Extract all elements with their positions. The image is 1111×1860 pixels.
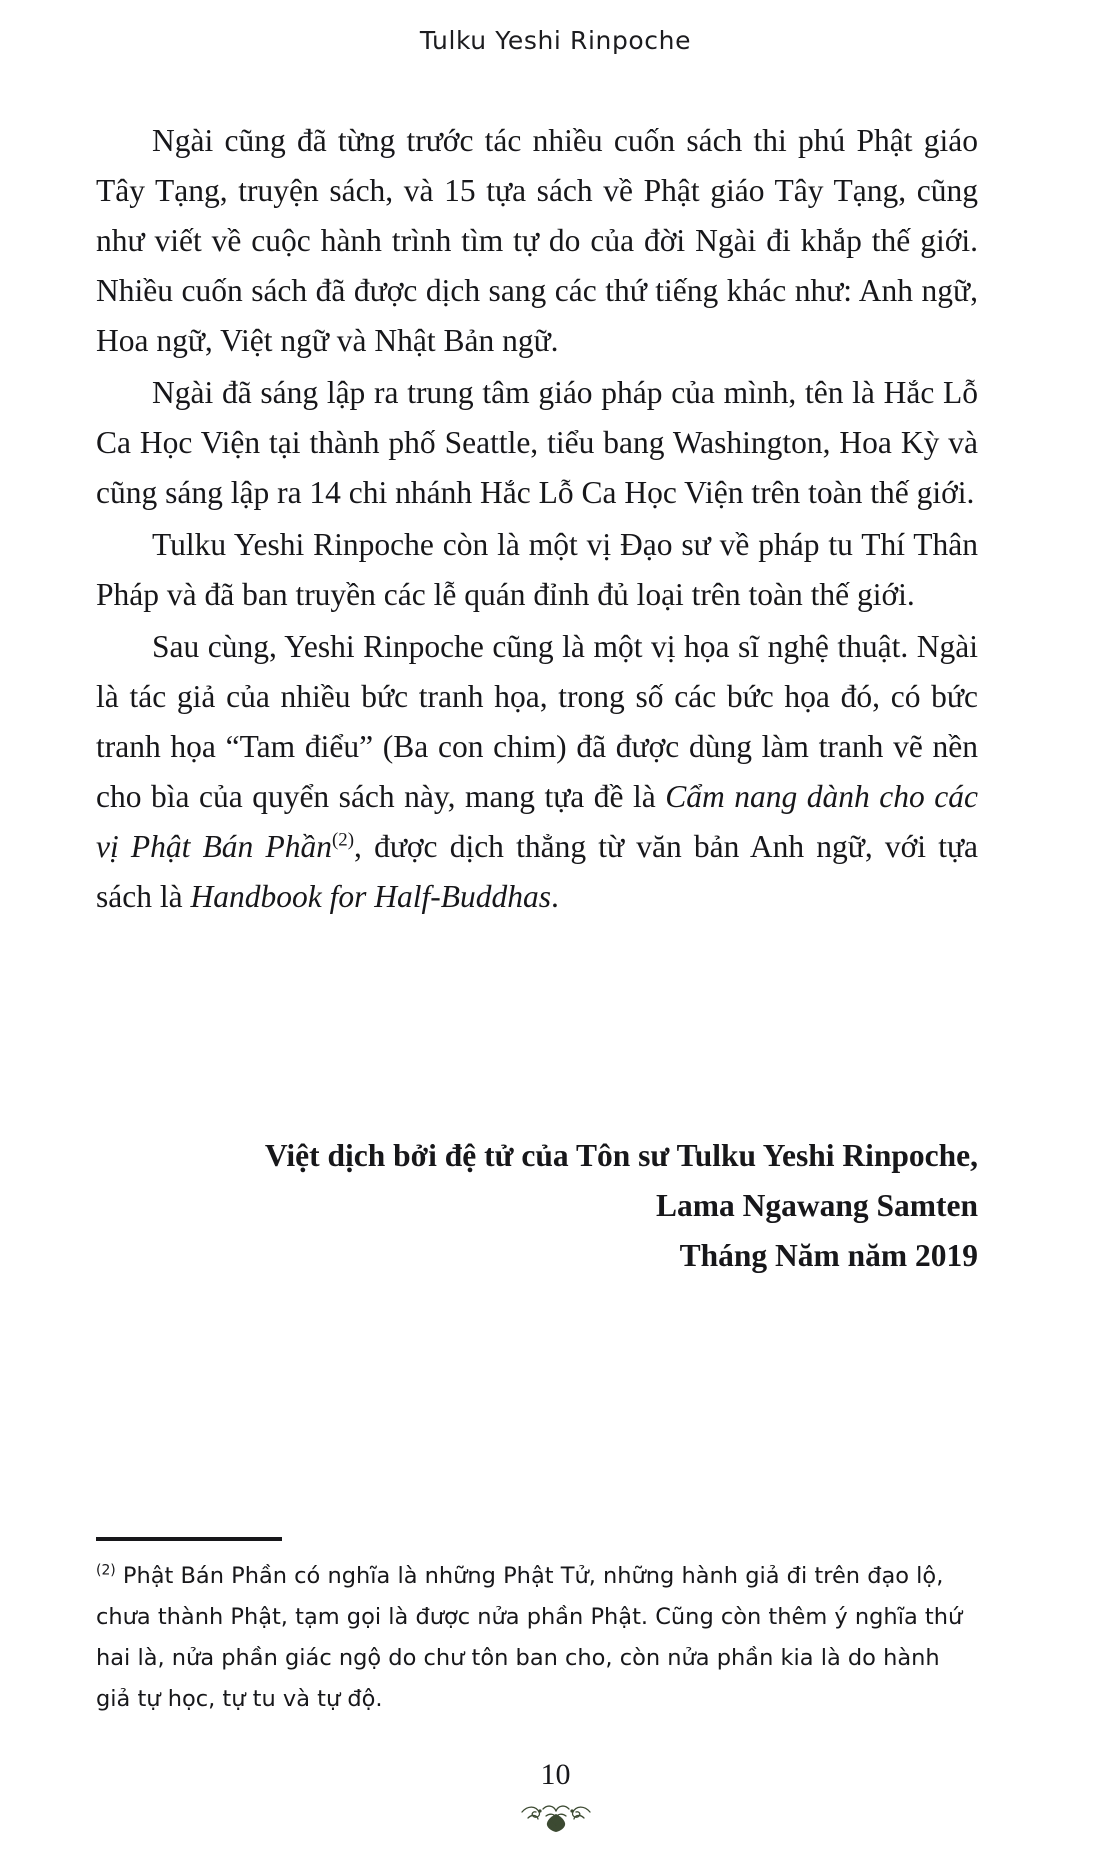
signature-block (96, 1131, 978, 1281)
footnote-marker: (2) (96, 1562, 116, 1579)
running-header: Tulku Yeshi Rinpoche (419, 26, 692, 55)
paragraph-2 (96, 368, 978, 518)
signature-line-translator: Việt dịch bởi đệ tử của Tôn sư Tulku Yeshi Rinpoche, (264, 1138, 978, 1173)
book-title-english: Handbook for Half-Buddhas (190, 879, 551, 914)
paragraph-4 (96, 622, 978, 922)
paragraph-3-text: Tulku Yeshi Rinpoche còn là một vị Đạo sư về pháp tu Thí Thân Pháp và đã ban truyền các lễ quán đỉnh đủ loại trên toàn thế giới. (96, 527, 978, 612)
floral-ornament (0, 1800, 1111, 1836)
paragraph-3 (96, 520, 978, 620)
floral-ornament-icon (510, 1800, 602, 1834)
book-title-vietnamese: Cẩm nang dành cho các vị Phật Bán Phần (96, 779, 978, 864)
footnote-reference-2: (2) (331, 829, 355, 851)
paragraph-4-segment-1: Sau cùng, Yeshi Rinpoche cũng là một vị họa sĩ nghệ thuật. Ngài là tác giả của nhiều bức tranh họa, trong số các bức họa đó, có bức tranh họa “Tam điểu” (Ba con chim) đã được dùng làm tranh vẽ nền cho bìa của quyển sách này, mang tựa đề là (96, 629, 978, 814)
paragraph-4-segment-2: , được dịch thẳng từ văn bản Anh ngữ, với tựa sách là (96, 829, 978, 914)
footnote-block (96, 1556, 976, 1720)
page-number: 10 (540, 1758, 571, 1791)
paragraph-2-text: Ngài đã sáng lập ra trung tâm giáo pháp của mình, tên là Hắc Lỗ Ca Học Viện tại thành phố Seattle, tiểu bang Washington, Hoa Kỳ và cũng sáng lập ra 14 chi nhánh Hắc Lỗ Ca Học Viện trên toàn thế giới. (96, 375, 978, 510)
paragraph-4-segment-3: . (550, 879, 559, 914)
body-text-block (96, 116, 978, 924)
footnote-text: Phật Bán Phần có nghĩa là những Phật Tử, những hành giả đi trên đạo lộ, chưa thành Phật, tạm gọi là được nửa phần Phật. Cũng còn thêm ý nghĩa thứ hai là, nửa phần giác ngộ do chư tôn ban cho, còn nửa phần kia là do hành giả tự học, tự tu và tự độ. (96, 1563, 963, 1712)
paragraph-1 (96, 116, 978, 366)
signature-line-date: Tháng Năm năm 2019 (679, 1238, 978, 1273)
footnote-separator-rule (96, 1537, 282, 1541)
paragraph-1-text: Ngài cũng đã từng trước tác nhiều cuốn sách thi phú Phật giáo Tây Tạng, truyện sách, và 15 tựa sách về Phật giáo Tây Tạng, cũng như viết về cuộc hành trình tìm tự do của đời Ngài đi khắp thế giới. Nhiều cuốn sách đã được dịch sang các thứ tiếng khác như: Anh ngữ, Hoa ngữ, Việt ngữ và Nhật Bản ngữ. (96, 123, 978, 358)
signature-line-name: Lama Ngawang Samten (655, 1188, 978, 1223)
